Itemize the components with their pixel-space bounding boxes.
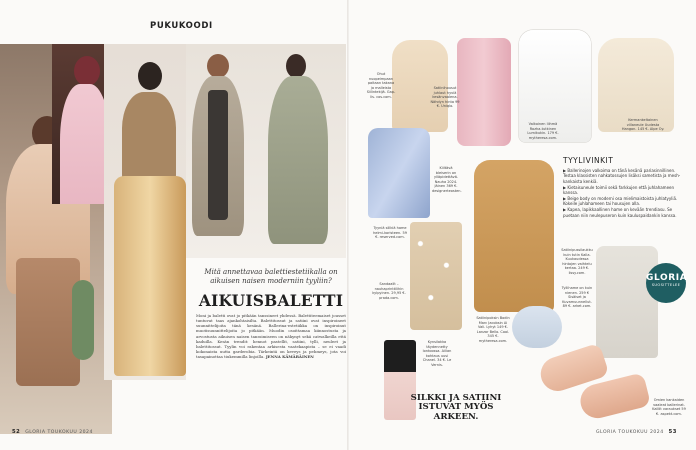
model-suit xyxy=(268,76,328,244)
product-trench-coat xyxy=(474,160,554,312)
caption-ballet: Omien kankaiden vaaleat ballerinat. Kalliit varaukset 59 €. aspekt.com. xyxy=(652,398,686,416)
caption-blazer: Kiiltävä bleiserin on ylläpidettävä. Nauha 2024. Jäinen 369 €. designerteosten. xyxy=(432,166,462,193)
caption-sandals: Sandaalit – nauhaprinttilihin kylpyinen. 29,95 €. prada.com. xyxy=(372,282,406,300)
badge-subtitle: SUOSITTELEE xyxy=(651,283,681,287)
runway-photo-5 xyxy=(250,44,346,258)
caption-trench: Satiinipoksin Bodin Marc Jacobsin Ai Vali. Lyhyt 149 €. Lanzar Bello. Cool. 345 €. mytheresa.com. xyxy=(476,316,510,343)
caption-skirt: Tyyniä sillkiä hame helmi-koristeen. 59 €. reserved.com. xyxy=(373,226,407,240)
trend-tip: ▶ Ballerinojen valkoima on tänä kesänä pariasinnillinen. Testaa klassisten nahkatossujen lisäksi sametista ja mesh-kankaista kenkiä. xyxy=(563,168,681,184)
bottom-headline: SILKKI JA SATIINI ISTUVAT MYÖS ARKEEN. xyxy=(410,393,502,422)
right-folio-text: GLORIA TOUKOKUU 2024 xyxy=(596,430,664,435)
product-satin-blazer xyxy=(368,128,430,218)
model-head xyxy=(138,62,162,90)
model-head xyxy=(74,56,100,86)
runway-photo-3 xyxy=(104,44,186,380)
caption-knit: Ohut nuopeimpaan paitaan takana ja malleista Siilintekijä. Gap-lis. cos.com. xyxy=(366,72,396,99)
model-top xyxy=(122,92,176,184)
model-head xyxy=(286,54,306,78)
byline: JENNA KÄMÄRÄINEN xyxy=(265,354,314,360)
product-pink-pants xyxy=(457,38,511,146)
trend-tips-box xyxy=(563,156,685,219)
trend-tip: ▶ Kietaisuneule toimii sekä farkkujen että juhlahameen kanssa. xyxy=(563,184,675,196)
model-head xyxy=(207,54,229,78)
left-page-number: 52 xyxy=(12,429,21,435)
model-dress-inner xyxy=(208,90,228,220)
badge-title: GLORIA xyxy=(646,273,688,283)
caption-pants: Satiinihousut juhlaut hyviä kesänvaalena. Nähdyn hinta 99 €. Uniqlo. xyxy=(430,86,460,109)
trend-tip: ▶ Beige body on moderni osa mielimaistoista juhlatyyliä. Kokeile juhlahameen tai housujen alla. xyxy=(563,195,678,207)
model-satin-skirt xyxy=(114,176,186,376)
caption-cardigan: Kermankeltainen villaneule Uudesta Hangon. 145 €. Alpe Oy. xyxy=(621,118,665,132)
right-folio xyxy=(596,429,677,435)
article-headline: AIKUISBALETTI xyxy=(198,291,344,310)
article-body xyxy=(196,313,346,359)
section-label: PUKUKOODI xyxy=(150,21,213,31)
caption-bag: Satiinipussilaukku kuin tutin Kalla. Kuukaudessa hintojen vaihtelu kertaa. 249 €. lissy.com. xyxy=(561,248,593,275)
caption-nail: Kynsilakka täydennetty lontoossa. Ailian kohtaus uusi Chanel. 34 €. Le Vernis. xyxy=(422,340,452,367)
body-paragraph: Moni ja baletti ovat jo pitkään tanssineet yhdessä. Balettiteemaiset jousset tuntuvat taas ajankohtaisilta. Balettitossut ja satiini ovat inspiroineet suunnittelijoita tänä kesänä. Ballerina-estetiikka on inspiroinut muotisuunnittelijoita jo pitkään. Muodin osoittamaa kiinnostusta ja arvostusta aikuisen naisen tanssimiseen on näkynyt sekä catwalkeilla että kaduilla. Kesän trendit: hennot pastellit, satiini, tylli, neuleet ja balettitossut. Tyylin voi rakentaa arkisesta vaatekaapista – se ei vaadi kokonaista uutta garderobia. Tärkeintä on keveys ja pehmeys, jota voi tasapainottaa tiukemmilla linjoilla. xyxy=(196,313,346,360)
runway-photo-2 xyxy=(52,44,110,204)
product-pearl-skirt xyxy=(410,222,462,330)
caption-shirt: Valkoinen liihmä Rozha-tutkinen Lumikukin. 179 €. mytheresa.com. xyxy=(527,122,559,140)
product-satin-bag xyxy=(512,306,562,348)
model-skirt xyxy=(16,258,80,386)
left-folio-text: GLORIA TOUKOKUU 2024 xyxy=(25,430,93,435)
right-page-number: 53 xyxy=(668,429,677,435)
article-deck: Mitä annettavaa balettiestetiikalla on aikuisen naisen moderniin tyyliin? xyxy=(204,268,338,285)
model-dress xyxy=(60,84,110,204)
trend-tip: ▶ Kapea, lapikkaallinen hame on kevään trendiasu. Se puetaan niin neulepuseron kuin kauluspaidankin kanssa. xyxy=(563,207,677,218)
runway-photo-4 xyxy=(186,44,250,258)
trend-tips-title: TYYLIVINKIT xyxy=(563,156,614,165)
page-gutter xyxy=(347,0,349,450)
model-bag xyxy=(72,280,94,360)
gloria-recommends-badge xyxy=(646,263,686,303)
caption-tulle: Tyllihame on kuin nienen. 259 € Sisäiset ja Kuvamuunnellut. 89 €. arket.com. xyxy=(561,286,593,309)
left-folio xyxy=(12,429,93,435)
